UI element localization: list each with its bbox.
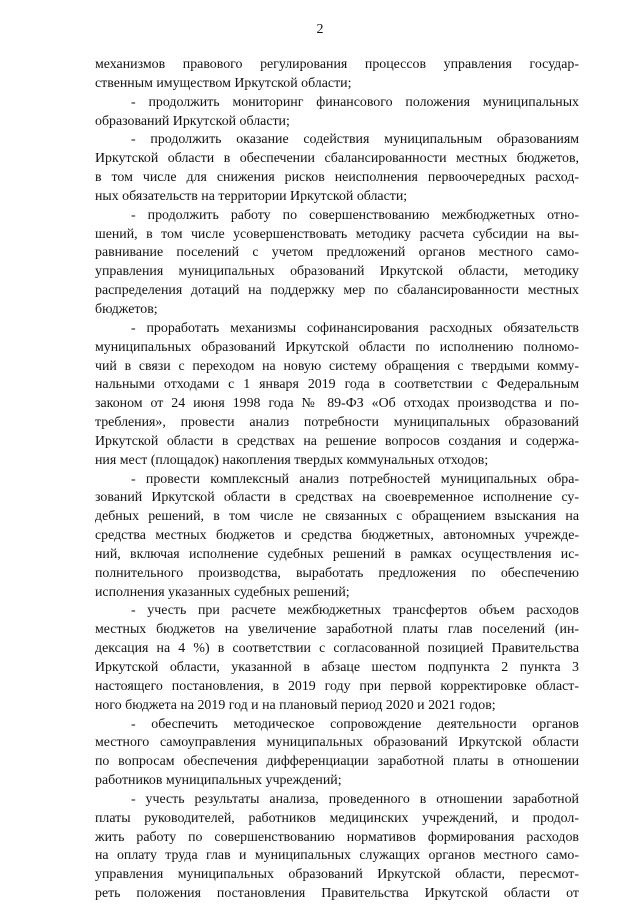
text-line: - продолжить работу по совершенствованию межбюджетных отно-: [131, 207, 579, 223]
text-line: дебных решений, в том числе не связанных с обращением взыскания на: [95, 509, 579, 525]
text-line: - продолжить мониторинг финансового положения муниципальных: [131, 94, 579, 110]
text-line: распределения дотаций на поддержку мер по сбалансированности местных: [95, 283, 579, 299]
text-line: ний, включая исполнение судебных решений в рамках осуществления ис-: [95, 546, 579, 562]
text-line: Иркутской области в обеспечении сбалансированности местных бюджетов,: [95, 151, 579, 167]
text-line: средства местных бюджетов и средства бюджетных, автономных учрежде-: [95, 528, 579, 544]
text-line: ственным имуществом Иркутской области;: [95, 75, 352, 91]
text-line: реть положения постановления Правительства Иркутской области от: [95, 886, 579, 902]
text-line: законом от 24 июня 1998 года № 89-ФЗ «Об отходах производства и по-: [95, 396, 579, 412]
text-line: муниципальных образований Иркутской области по исполнению полномо-: [95, 339, 579, 355]
text-line: местного самоуправления муниципальных образований Иркутской области: [95, 735, 579, 751]
text-line: требления», провести анализ потребности муниципальных образований: [95, 415, 579, 431]
text-line: Иркутской области, указанной в абзаце шестом подпункта 2 пункта 3: [95, 660, 579, 675]
text-line: механизмов правового регулирования процессов управления государ-: [95, 57, 579, 72]
text-line: шений, в том числе усовершенствовать методику расчета субсидии на вы-: [95, 226, 579, 242]
text-line: на оплату труда глав и муниципальных служащих органов местного само-: [95, 848, 579, 864]
document-body: [95, 56, 579, 904]
text-line: ного бюджета на 2019 год и на плановый период 2020 и 2021 годов;: [95, 697, 496, 713]
text-line: - провести комплексный анализ потребностей муниципальных обра-: [131, 471, 579, 487]
text-line: зований Иркутской области в средствах на своевременное исполнение су-: [95, 490, 579, 506]
text-line: чий в связи с переходом на новую систему обращения с твердыми комму-: [95, 358, 579, 374]
text-line: образований Иркутской области;: [95, 113, 290, 129]
text-line: исполнения указанных судебных решений;: [95, 584, 350, 600]
text-line: - проработать механизмы софинансирования расходных обязательств: [131, 320, 579, 336]
text-line: управления муниципальных образований Иркутской области, пересмот-: [95, 867, 579, 883]
text-line: нальными отходами с 1 января 2019 года в соответствии с Федеральным: [95, 377, 579, 393]
text-line: жить работу по совершенствованию нормативов формирования расходов: [95, 829, 579, 845]
text-line: управления муниципальных образований Иркутской области, методику: [95, 264, 579, 280]
text-line: по вопросам обеспечения дифференциации заработной платы в отношении: [95, 754, 579, 770]
text-line: бюджетов;: [95, 301, 158, 317]
text-line: дексация на 4 %) в соответствии с согласованной позицией Правительства: [95, 641, 579, 657]
text-line: равнивание поселений с учетом предложений органов местного само-: [95, 245, 579, 261]
text-line: - обеспечить методическое сопровождение деятельности органов: [131, 716, 579, 732]
text-line: полнительного производства, выработать предложения по обеспечению: [95, 565, 579, 581]
text-line: платы руководителей, работников медицинских учреждений, и продол-: [95, 810, 579, 826]
text-line: - продолжить оказание содействия муниципальным образованиям: [131, 132, 579, 148]
text-line: местных бюджетов на увеличение заработной платы глав поселений (ин-: [95, 622, 579, 638]
text-line: работников муниципальных учреждений;: [95, 773, 342, 789]
text-line: ния мест (площадок) накопления твердых коммунальных отходов;: [95, 452, 489, 468]
text-line: - учесть результаты анализа, проведенного в отношении заработной: [131, 791, 579, 807]
text-line: Иркутской области в средствах на решение вопросов создания и содержа-: [95, 433, 579, 449]
page-number: 2: [316, 22, 324, 37]
text-line: ных обязательств на территории Иркутской области;: [95, 188, 408, 204]
text-line: - учесть при расчете межбюджетных трансфертов объем расходов: [131, 603, 579, 619]
text-line: в том числе для снижения рисков неисполнения первоочередных расход-: [95, 170, 579, 186]
text-line: настоящего постановления, в 2019 году при первой корректировке област-: [95, 678, 579, 694]
